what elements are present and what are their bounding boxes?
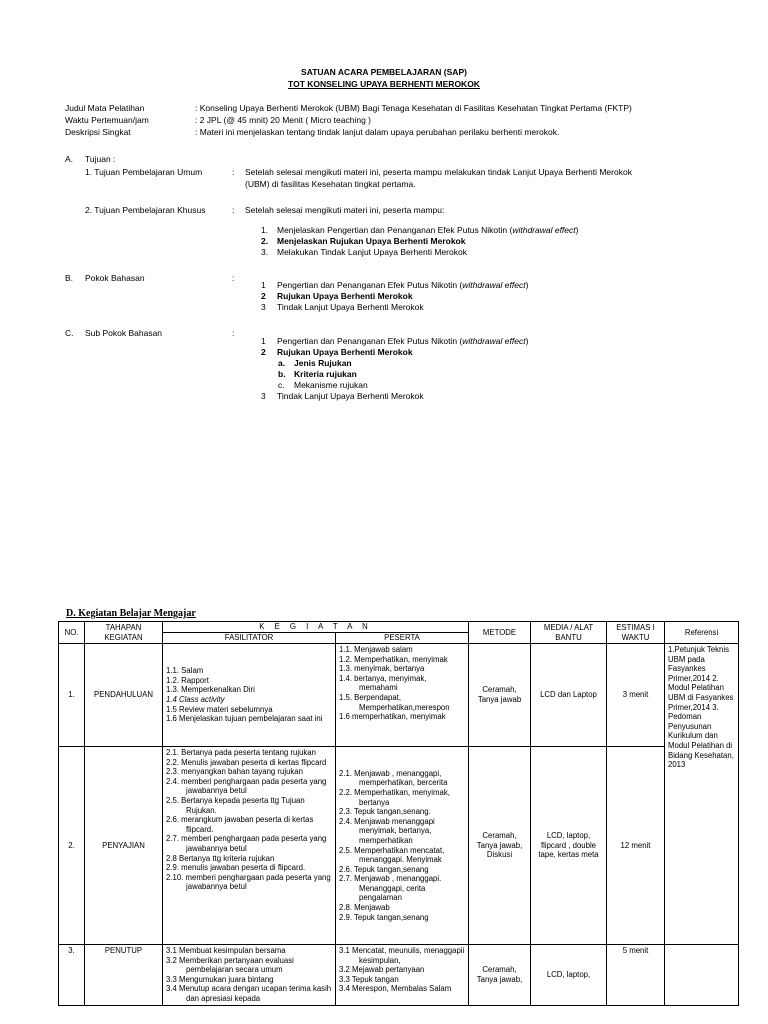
list-item: 2.5. Bertanya kepada peserta ttg Tujuan Rujukan. [166, 795, 305, 815]
list-item: 1.1. Menjawab salam [339, 645, 413, 654]
list-item: 3.4 Menutup acara dengan ucapan terima kasih dan apresiasi kepada [166, 984, 332, 1003]
list-item: 2 Rujukan Upaya Berhenti Merokok [261, 347, 413, 357]
list-item: 2 Rujukan Upaya Berhenti Merokok [261, 291, 413, 301]
list-item: 2.4. memberi penghargaan pada peserta yang jawabannya betul [166, 776, 327, 796]
cell-media: LCD, laptop, flipcard , double tape, kertas meta [531, 747, 607, 945]
meta-label: Waktu Pertemuan/jam [65, 115, 149, 125]
list-item: 2.6. Tepuk tangan,senang [339, 864, 429, 874]
cell-estimasi: 5 menit [607, 945, 665, 1006]
header-metode: METODE [469, 622, 531, 644]
cell-fasilitator [163, 945, 336, 1006]
section-a-letter: A. [65, 154, 74, 164]
list-item: 2.8 Bertanya ttg kriteria rujukan [166, 853, 275, 863]
section-a-label: Tujuan : [85, 154, 116, 164]
cell-media: LCD, laptop, [531, 945, 607, 1006]
list-item: 2.1. Menjawab , menanggapi, memperhatikan, bercerita [339, 768, 448, 788]
cell-tahapan: PENDAHULUAN [85, 644, 163, 747]
list-item: 1 Pengertian dan Penanganan Efek Putus Nikotin (withdrawal effect) [261, 336, 529, 346]
peserta-list [339, 645, 465, 722]
meta-value: : 2 JPL (@ 45 mnit) 20 Menit ( Micro teaching ) [195, 115, 372, 125]
list-item: 2.8. Menjawab [339, 903, 390, 913]
sub-pokok-bahasan-list [261, 336, 528, 402]
list-item: 2.2. Memperhatikan, menyimak, bertanya [339, 787, 450, 807]
table-row [59, 644, 739, 747]
cell-metode: Ceramah, Tanya jawab, [469, 945, 531, 1006]
cell-metode: Ceramah, Tanya jawab, Diskusi [469, 747, 531, 945]
list-item: 2.7. Menjawab , menanggapi. Menanggapi, cerita pengalaman [339, 874, 442, 903]
colon: : [232, 328, 235, 338]
table-row [59, 747, 739, 945]
list-item: 1. Menjelaskan Pengertian dan Penanganan Efek Putus Nikotin (withdrawal effect) [261, 225, 579, 235]
list-item: 3 Tindak Lanjut Upaya Berhenti Merokok [261, 391, 424, 401]
list-item: 2. Menjelaskan Rujukan Upaya Berhenti Merokok [261, 236, 466, 246]
list-item: 3.3 Mengumukan juara bintang [166, 974, 274, 984]
list-item: 2.3. menyangkan bahan tayang rujukan [166, 767, 303, 777]
list-item: 2.2. Menulis jawaban peserta di kertas flipcard [166, 757, 327, 767]
cell-estimasi: 12 menit [607, 747, 665, 945]
header-kegiatan: K E G I A T A N [163, 622, 469, 633]
cell-peserta [336, 945, 469, 1006]
list-item: 2.7. memberi penghargaan pada peserta yang jawabannya betul [166, 834, 327, 853]
list-item: b. Kriteria rujukan [278, 369, 357, 379]
cell-no: 1. [59, 644, 85, 747]
meta-label: Judul Mata Pelatihan [65, 103, 145, 113]
list-item: 1 Pengertian dan Penanganan Efek Putus Nikotin (withdrawal effect) [261, 280, 529, 290]
kegiatan-table [58, 621, 739, 1006]
cell-fasilitator [163, 747, 336, 945]
list-item: 1.6 memperhatikan, menyimak [339, 712, 446, 722]
table-row [59, 945, 739, 1006]
pokok-bahasan-list [261, 280, 528, 313]
list-item: c. Mekanisme rujukan [278, 380, 368, 390]
header-media: MEDIA / ALAT BANTU [531, 622, 607, 644]
page-subtitle: TOT KONSELING UPAYA BERHENTI MEROKOK [288, 79, 480, 89]
section-d-title: D. Kegiatan Belajar Mengajar [66, 608, 196, 619]
fasilitator-list [166, 748, 332, 892]
list-item: 2.3. Tepuk tangan,senang. [339, 807, 431, 817]
list-item: 2.6. merangkum jawaban peserta di kertas flipcard. [166, 815, 314, 834]
colon: : [232, 167, 235, 177]
colon: : [232, 205, 235, 215]
section-c-label: Sub Pokok Bahasan [85, 328, 163, 338]
header-estimasi: ESTIMAS I WAKTU [607, 622, 665, 644]
tujuan-umum-text-2: (UBM) di fasilitas Kesehatan tingkat pertama. [245, 179, 416, 189]
header-no: NO. [59, 622, 85, 644]
list-item: 3 Tindak Lanjut Upaya Berhenti Merokok [261, 302, 424, 312]
meta-block [65, 102, 755, 138]
list-item: 2.9. menulis jawaban peserta di flipcard. [166, 863, 306, 873]
list-item: 2.9. Tepuk tangan,senang [339, 912, 429, 922]
tujuan-khusus-list [261, 225, 578, 258]
cell-tahapan: PENUTUP [85, 945, 163, 1006]
table-header-row [59, 622, 739, 633]
list-item: 1.2. Rapport [166, 675, 209, 685]
list-item: 3.1 Mencatat, meunulis, menaggapii kesimpulan, [339, 946, 465, 965]
list-item: 1.4 Class activity [166, 695, 225, 704]
cell-referensi: 1.Petunjuk Teknis UBM pada Fasyankes Primer,2014 2. Modul Pelatihan UBM di Fasyankes Primer,2014 3. Pedoman Penyusunan Kurikulum dan Modul Pelatihan di Bidang Kesehatan, 2013 [665, 644, 739, 945]
header-peserta: PESERTA [336, 633, 469, 644]
header-tahapan: TAHAPAN KEGIATAN [85, 622, 163, 644]
peserta-list [339, 769, 465, 923]
cell-metode: Ceramah, Tanya jawab [469, 644, 531, 747]
cell-no: 2. [59, 747, 85, 945]
list-item: 1.1. Salam [166, 666, 204, 676]
list-item: 1.5. Berpendapat, Memperhatikan,merespon [339, 692, 450, 712]
meta-value: : Materi ini menjelaskan tentang tindak lanjut dalam upaya perubahan perilaku berhenti merokok. [195, 127, 560, 137]
list-item: 3.3 Tepuk tangan [339, 974, 399, 984]
cell-media: LCD dan Laptop [531, 644, 607, 747]
tujuan-umum-label: 1. Tujuan Pembelajaran Umum [85, 167, 203, 177]
list-item: 3.2 Memberikan pertanyaan evaluasi pembelajaran secara umum [166, 955, 294, 975]
cell-referensi-empty [665, 945, 739, 1006]
list-item: 2.1. Bertanya pada peserta tentang rujukan [166, 748, 316, 757]
fasilitator-list [166, 946, 332, 1004]
cell-peserta [336, 747, 469, 945]
meta-value: : Konseling Upaya Berhenti Merokok (UBM) Bagi Tenaga Kesehatan di Fasilitas Kesehatan Tingkat Pertama (FKTP) [195, 103, 632, 113]
header-fasilitator: FASILITATOR [163, 633, 336, 644]
cell-no: 3. [59, 945, 85, 1006]
colon: : [232, 273, 235, 283]
tujuan-umum-text-1: Setelah selesai mengikuti materi ini, peserta mampu melakukan tindak Lanjut Upaya Berhenti Merokok [245, 167, 632, 177]
meta-row-judul [65, 102, 755, 114]
header-referensi: Referensi [665, 622, 739, 644]
list-item: 2.5. Memperhatikan mencatat, menanggapi. Menyimak [339, 845, 445, 865]
list-item: a. Jenis Rujukan [278, 358, 352, 368]
list-item: 2.4. Menjawab menanggapi menyimak, bertanya, memperhatikan [339, 816, 435, 845]
section-c-letter: C. [65, 328, 74, 338]
list-item: 1.5 Review materi sebelumnya [166, 704, 273, 714]
list-item: 3.1 Membuat kesimpulan bersama [166, 946, 286, 955]
meta-label: Deskripsi Singkat [65, 127, 131, 137]
list-item: 1.6 Menjelaskan tujuan pembelajaran saat ini [166, 714, 323, 724]
fasilitator-list [166, 666, 332, 724]
list-item: 1.2. Memperhatikan, menyimak [339, 654, 448, 664]
cell-estimasi: 3 menit [607, 644, 665, 747]
page-title: SATUAN ACARA PEMBELAJARAN (SAP) [301, 67, 467, 77]
tujuan-khusus-text: Setelah selesai mengikuti materi ini, peserta mampu: [245, 205, 445, 215]
list-item: 3.2 Mejawab pertanyaan [339, 965, 425, 975]
list-item: 3.4 Merespon, Membalas Salam [339, 984, 452, 994]
peserta-list [339, 946, 465, 994]
meta-row-deskripsi [65, 126, 755, 138]
list-item: 1.4. bertanya, menyimak, memahami [339, 673, 427, 693]
list-item: 1.3. Memperkenalkan Diri [166, 685, 255, 695]
tujuan-khusus-label: 2. Tujuan Pembelajaran Khusus [85, 205, 206, 215]
cell-tahapan: PENYAJIAN [85, 747, 163, 945]
section-b-letter: B. [65, 273, 74, 283]
list-item: 1.3. menyimak, bertanya [339, 664, 425, 674]
section-b-label: Pokok Bahasan [85, 273, 145, 283]
cell-peserta [336, 644, 469, 747]
cell-fasilitator [163, 644, 336, 747]
list-item: 3. Melakukan Tindak Lanjut Upaya Berhenti Merokok [261, 247, 467, 257]
meta-row-waktu [65, 114, 755, 126]
list-item: 2.10. memberi penghargaan pada peserta yang jawabannya betul [166, 872, 331, 892]
